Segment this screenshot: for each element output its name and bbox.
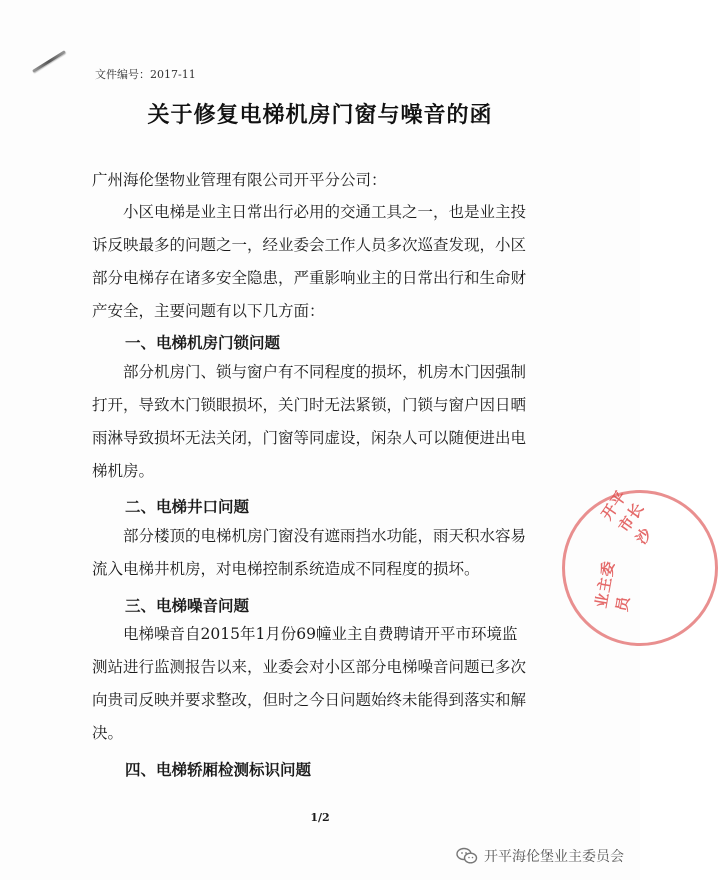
document-number: 文件编号：2017-11: [95, 68, 196, 81]
paragraph-line: 梯机房。: [92, 462, 155, 480]
document-title: 关于修复电梯机房门窗与噪音的函: [147, 102, 493, 128]
watermark-text: 开平海伦堡业主委员会: [484, 849, 624, 865]
paragraph-line: 雨淋导致损坏无法关闭，门窗等同虚设，闲杂人可以随便进出电: [92, 429, 527, 447]
intro-line: 小区电梯是业主日常出行必用的交通工具之一，也是业主投: [123, 203, 527, 221]
paragraph-line: 电梯噪音自2015年1月份69幢业主自费聘请开平市环境监: [123, 625, 518, 643]
paragraph-line: 部分机房门、锁与窗户有不同程度的损坏，机房木门因强制: [123, 363, 527, 381]
page-number: 1/2: [310, 811, 330, 824]
paragraph-line: 部分楼顶的电梯机房门窗没有遮雨挡水功能，雨天积水容易: [123, 527, 527, 545]
paragraph-line: 决。: [92, 724, 124, 742]
section-paragraph-1: [92, 356, 560, 488]
section-heading-1: 一、电梯机房门锁问题: [125, 333, 281, 352]
paragraph-line: 流入电梯井机房，对电梯控制系统造成不同程度的损坏。: [92, 560, 480, 578]
section-heading-3: 三、电梯噪音问题: [125, 596, 250, 615]
intro-paragraph: [92, 196, 560, 328]
paragraph-line: 打开，导致木门锁眼损坏，关门时无法紧锁，门锁与窗户因日晒: [92, 396, 527, 414]
wechat-watermark: [456, 846, 624, 866]
section-paragraph-2: [92, 520, 560, 586]
staple-mark: [32, 50, 66, 73]
intro-line: 部分电梯存在诸多安全隐患，严重影响业主的日常出行和生命财: [92, 269, 527, 287]
section-paragraph-3: [92, 618, 560, 750]
intro-line: 产安全，主要问题有以下几方面：: [92, 302, 325, 320]
wechat-icon: [456, 847, 478, 865]
section-heading-4: 四、电梯轿厢检测标识问题: [125, 760, 312, 779]
salutation: 广州海伦堡物业管理有限公司开平分公司：: [92, 171, 387, 189]
seal-text-side: 业主委员: [591, 559, 634, 614]
intro-line: 诉反映最多的问题之一，经业委会工作人员多次巡查发现，小区: [92, 236, 527, 254]
seal-text-top: 开平市长沙: [597, 486, 656, 548]
section-heading-2: 二、电梯井口问题: [125, 497, 250, 516]
paragraph-line: 向贵司反映并要求整改，但时之今日问题始终未能得到落实和解: [92, 691, 527, 709]
paragraph-line: 测站进行监测报告以来，业委会对小区部分电梯噪音问题已多次: [92, 658, 527, 676]
